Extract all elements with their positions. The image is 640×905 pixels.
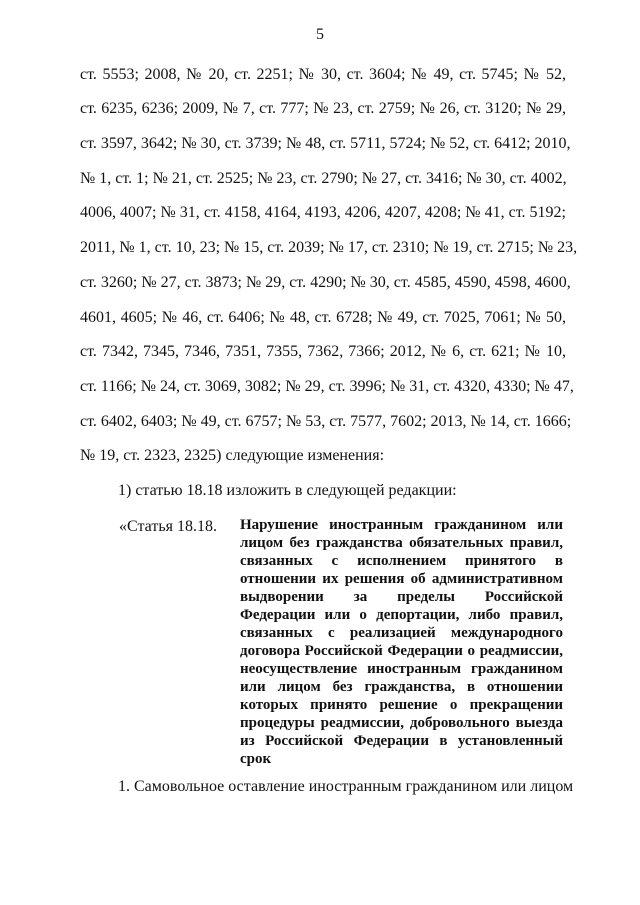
article-title-line: срок <box>240 751 272 767</box>
article-label: «Статья 18.18. <box>119 518 217 535</box>
article-title-line: которых принято решение о прекращении <box>240 697 563 713</box>
article-title-line: процедуры реадмиссии, добровольного выезда <box>240 715 563 731</box>
body-line: 2011, № 1, ст. 10, 23; № 15, ст. 2039; № 17, ст. 2310; № 19, ст. 2715; № 23, <box>80 239 578 256</box>
body-line: ст. 7342, 7345, 7346, 7351, 7355, 7362, 7366; 2012, № 6, ст. 621; № 10, <box>80 343 566 360</box>
article-title-line: связанных с реализацией международного <box>240 625 563 641</box>
article-title-line: или лицом без гражданства, в отношении <box>240 679 563 695</box>
body-line: ст. 3260; № 27, ст. 3873; № 29, ст. 4290; № 30, ст. 4585, 4590, 4598, 4600, <box>80 274 571 291</box>
body-line: ст. 1166; № 24, ст. 3069, 3082; № 29, ст. 3996; № 31, ст. 4320, 4330; № 47, <box>80 378 574 395</box>
body-line: 4601, 4605; № 46, ст. 6406; № 48, ст. 6728; № 49, ст. 7025, 7061; № 50, <box>80 309 566 326</box>
page-number: 5 <box>316 26 324 43</box>
body-line: ст. 5553; 2008, № 20, ст. 2251; № 30, ст. 3604; № 49, ст. 5745; № 52, <box>80 66 566 83</box>
body-line: 4006, 4007; № 31, ст. 4158, 4164, 4193, 4206, 4207, 4208; № 41, ст. 5192; <box>80 204 566 221</box>
article-title-line: из Российской Федерации в установленный <box>240 733 563 749</box>
article-title-line: выдворении за пределы Российской <box>240 589 563 605</box>
article-title-line: Федерации или о депортации, либо правил, <box>240 607 563 623</box>
article-title-line: связанных с исполнением принятого в <box>240 553 563 569</box>
body-line: ст. 6235, 6236; 2009, № 7, ст. 777; № 23, ст. 2759; № 26, ст. 3120; № 29, <box>80 100 566 117</box>
body-line: ст. 3597, 3642; № 30, ст. 3739; № 48, ст. 5711, 5724; № 52, ст. 6412; 2010, <box>80 135 571 152</box>
body-line-last: № 19, ст. 2323, 2325) следующие изменения: <box>80 447 385 464</box>
article-title-line: договора Российской Федерации о реадмиссии, <box>240 643 563 659</box>
article-title-line: отношении их решения об административном <box>240 571 563 587</box>
article-title-line: неосуществление иностранным гражданином <box>240 661 563 677</box>
article-title-line: лицом без гражданства обязательных правил, <box>240 535 563 551</box>
article-title <box>240 516 563 768</box>
body-line: № 1, ст. 1; № 21, ст. 2525; № 23, ст. 2790; № 27, ст. 3416; № 30, ст. 4002, <box>80 170 567 187</box>
body-line: ст. 6402, 6403; № 49, ст. 6757; № 53, ст. 7577, 7602; 2013, № 14, ст. 1666; <box>80 413 572 430</box>
amendment-intro: 1) статью 18.18 изложить в следующей редакции: <box>118 482 457 499</box>
article-title-line: Нарушение иностранным гражданином или <box>240 517 563 533</box>
item-1-text: 1. Самовольное оставление иностранным гражданином или лицом <box>118 778 574 795</box>
